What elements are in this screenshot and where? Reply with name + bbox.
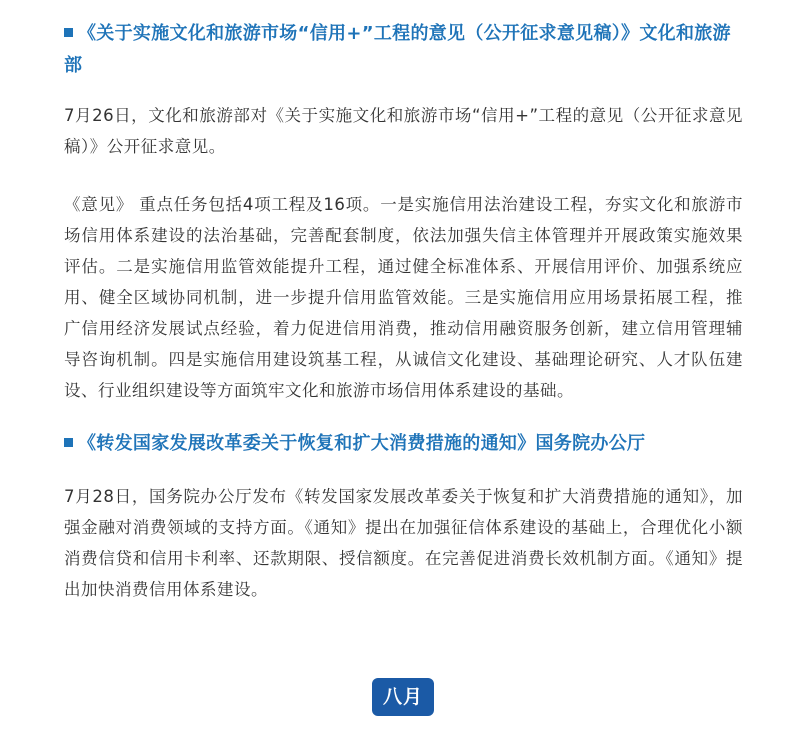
month-badge: 八月 [372,678,434,716]
square-bullet-icon [64,438,73,447]
section-title-text: 《关于实施文化和旅游市场“信用+”工程的意见（公开征求意见稿）》文化和旅游部 [64,23,731,76]
paragraph: 7月26日，文化和旅游部对《关于实施文化和旅游市场“信用+”工程的意见（公开征求意见稿）》公开征求意见。 [64,106,743,156]
section-title-text: 《转发国家发展改革委关于恢复和扩大消费措施的通知》国务院办公厅 [78,433,646,454]
square-bullet-icon [64,28,73,37]
paragraph: 7月28日，国务院办公厅发布《转发国家发展改革委关于恢复和扩大消费措施的通知》，加强金融对消费领域的支持方面。《通知》提出在加强征信体系建设的基础上，合理优化小额消费信贷和信用卡利率、还款期限、授信额度。在完善促进消费长效机制方面。《通知》提出加快消费信用体系建设。 [64,487,743,599]
section-title [64,428,743,460]
paragraph: 《意见》 重点任务包括4项工程及16项。一是实施信用法治建设工程，夯实文化和旅游市场信用体系建设的法治基础，完善配套制度，依法加强失信主体管理并开展政策实施效果评估。二是实施信用监管效能提升工程，通过健全标准体系、开展信用评价、加强系统应用、健全区域协同机制，进一步提升信用监管效能。三是实施信用应用场景拓展工程，推广信用经济发展试点经验，着力促进信用消费，推动信用融资服务创新，建立信用管理辅导咨询机制。四是实施信用建设筑基工程，从诚信文化建设、基础理论研究、人才队伍建设、行业组织建设等方面筑牢文化和旅游市场信用体系建设的基础。 [64,195,743,400]
section-title [64,18,743,82]
